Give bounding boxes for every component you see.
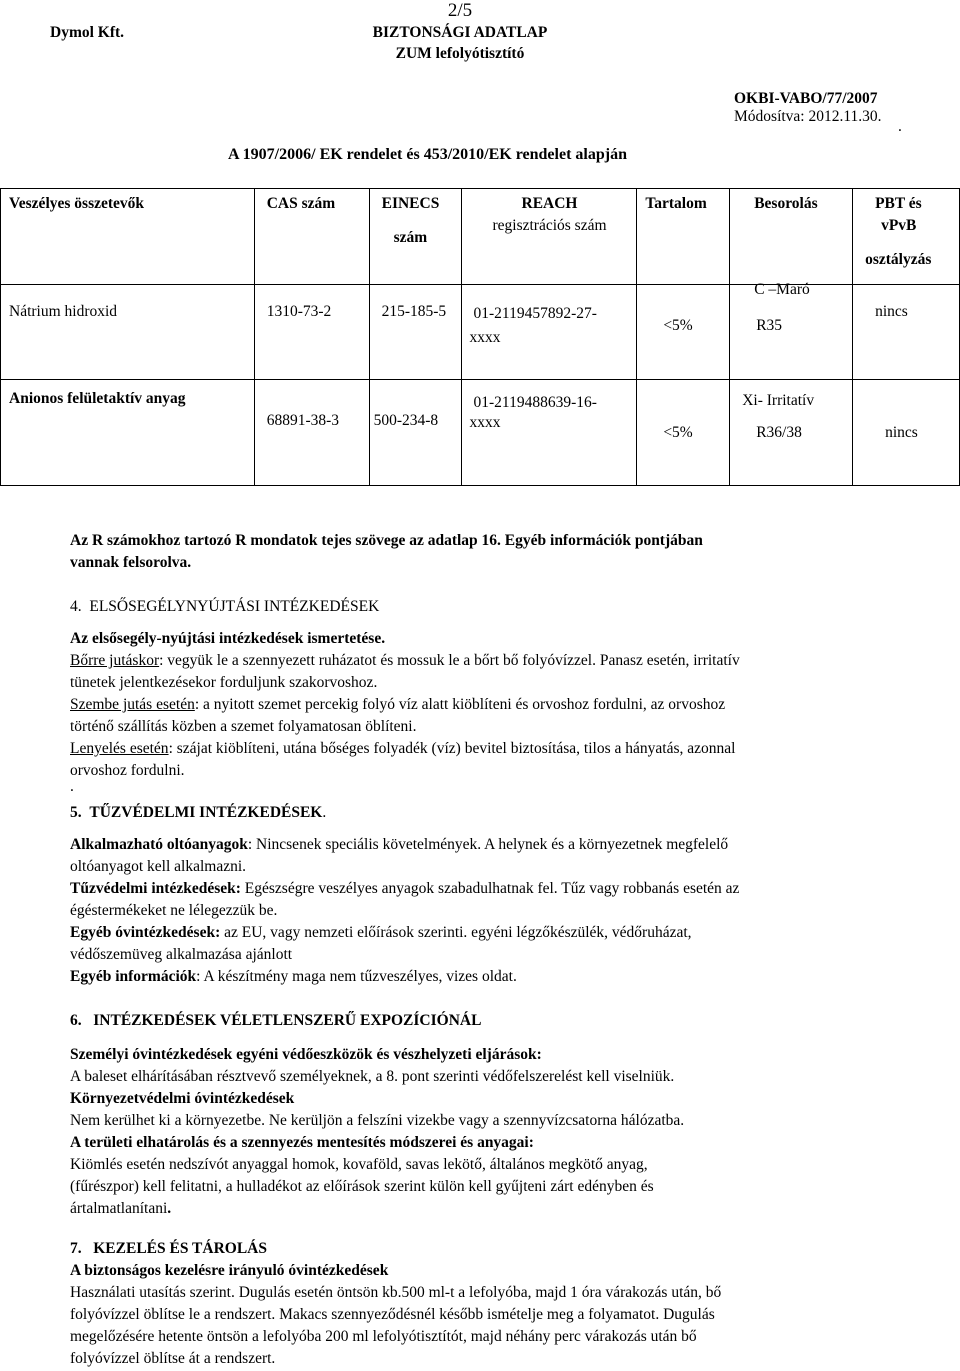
document-title: BIZTONSÁGI ADATLAP (372, 24, 548, 41)
dot-mark: . (898, 118, 902, 135)
th-reach: REACH regisztrációs szám (461, 189, 637, 285)
section-4-subtitle: Az elsősegély-nyújtási intézkedések ismertetése. (70, 630, 386, 647)
section-7-heading: 7. KEZELÉS ÉS TÁROLÁS (70, 1240, 267, 1257)
section-7-body: A biztonságos kezelésre irányuló óvintézkedések Használati utasítás szerint. Dugulás esetén öntsön kb.500 ml-t a lefolyóba, majd 1 óra várakozás után, bő folyóvízzel öblítse le a rendszert. Makacs szennyeződésnél később ismételje meg a folyamatot. Dugulás megelőzésére hetente öntsön a lefolyóba 200 ml lefolyótisztítót, majd néhány perc várakozás után bő folyóvízzel öblítse át a rendszert. (70, 1262, 722, 1367)
ingestion-label: Lenyelés esetén (70, 740, 169, 757)
dot-mark: . (70, 778, 74, 795)
table-row: Nátrium hidroxid 1310-73-2 215-185-5 01-2119457892-27- xxxx <5% C –Maró R35 nincs (1, 285, 960, 380)
th-content: Tartalom (637, 189, 730, 285)
regulation-line: A 1907/2006/ EK rendelet és 453/2010/EK rendelet alapján (228, 146, 627, 163)
th-cas: CAS szám (254, 189, 369, 285)
hazardous-components-table (0, 188, 960, 486)
th-einecs: EINECS szám (369, 189, 461, 285)
document-code: OKBI-VABO/77/2007 (734, 90, 878, 107)
section-5-body: Alkalmazható oltóanyagok: Nincsenek speciális követelmények. A helynek és a környezetnek megfelelő oltóanyagot kell alkalmazni. Tűzvédelmi intézkedések: Egészségre veszélyes anyagok szabadulhatnak fel. Tűz vagy robbanás esetén az égéstermékeket ne lélegezzük be. Egyéb óvintézkedések: az EU, vagy nemzeti előírások szerinti. egyéni légzőkészülék, védőruházat, védőszemüveg alkalmazása ajánlott Egyéb információk: A készítmény maga nem tűzveszélyes, vizes oldat. (70, 836, 740, 985)
modified-date: Módosítva: 2012.11.30. (734, 108, 882, 125)
company-name: Dymol Kft. (50, 24, 125, 41)
section-6-heading: 6. INTÉZKEDÉSEK VÉLETLENSZERŰ EXPOZÍCIÓNÁL (70, 1012, 482, 1029)
section-6-body: Személyi óvintézkedések egyéni védőeszközök és vészhelyzeti eljárások: A baleset elhárításában résztvevő személyeknek, a 8. pont szerinti védőfelszerelést kell viselniük. Környezetvédelmi óvintézkedések Nem kerülhet ki a környezetbe. Ne kerüljön a felszíni vizekbe vagy a szennyvízcsatorna hálózatba. A területi elhatárolás és a szennyezés mentesítés módszerei és anyagai: Kiömlés esetén nedszívót anyaggal homok, kovaföld, savas lekötő, általános megkötő anyag, (fűrészpor) kell felitatni, a hulladékot az előírások szerint külön kell gyűjteni zárt edényben és ártalmatlanítani. (70, 1046, 685, 1217)
th-component: Veszélyes összetevők (1, 189, 255, 285)
table-row: Anionos felületaktív anyag 68891-38-3 500-234-8 01-2119488639-16- xxxx <5% Xi- Irritatív R36/38 nincs (1, 380, 960, 486)
section-4-body: Az elsősegély-nyújtási intézkedések ismertetése. Bőrre jutáskor: vegyük le a szennyezett ruházatot és mossuk le a bőrt bő folyóvízzel. Panasz esetén, irritatív tünetek jelentkezésekor forduljunk szakorvoshoz. Szembe jutás esetén: a nyitott szemet percekig folyó víz alatt kiöblíteni és orvoshoz fordulni, az orvoshoz történő szállítás közben a szemet folyamatosan öblíteni. Lenyelés esetén: szájat kiöblíteni, utána bőséges folyadék (víz) bevitel biztosítása, tilos a hányatás, azonnal orvoshoz fordulni. (70, 628, 900, 782)
th-pbt: PBT és vPvB osztályzás (853, 189, 960, 285)
table-header-row (1, 189, 960, 285)
r-phrases-note: Az R számokhoz tartozó R mondatok tejes szövege az adatlap 16. Egyéb információk pontjában vannak felsorolva. (70, 532, 703, 571)
section-4-heading: 4. ELSŐSEGÉLYNYÚJTÁSI INTÉZKEDÉSEK (70, 598, 380, 615)
page-number: 2/5 (447, 0, 473, 21)
th-classification: Besorolás (730, 189, 853, 285)
section-4 (70, 596, 900, 618)
eye-contact-label: Szembe jutás esetén (70, 696, 195, 713)
section-5-heading: 5. TŰZVÉDELMI INTÉZKEDÉSEK. (70, 804, 327, 821)
skin-contact-label: Bőrre jutáskor (70, 652, 160, 669)
product-name: ZUM lefolyótisztító (395, 45, 525, 62)
